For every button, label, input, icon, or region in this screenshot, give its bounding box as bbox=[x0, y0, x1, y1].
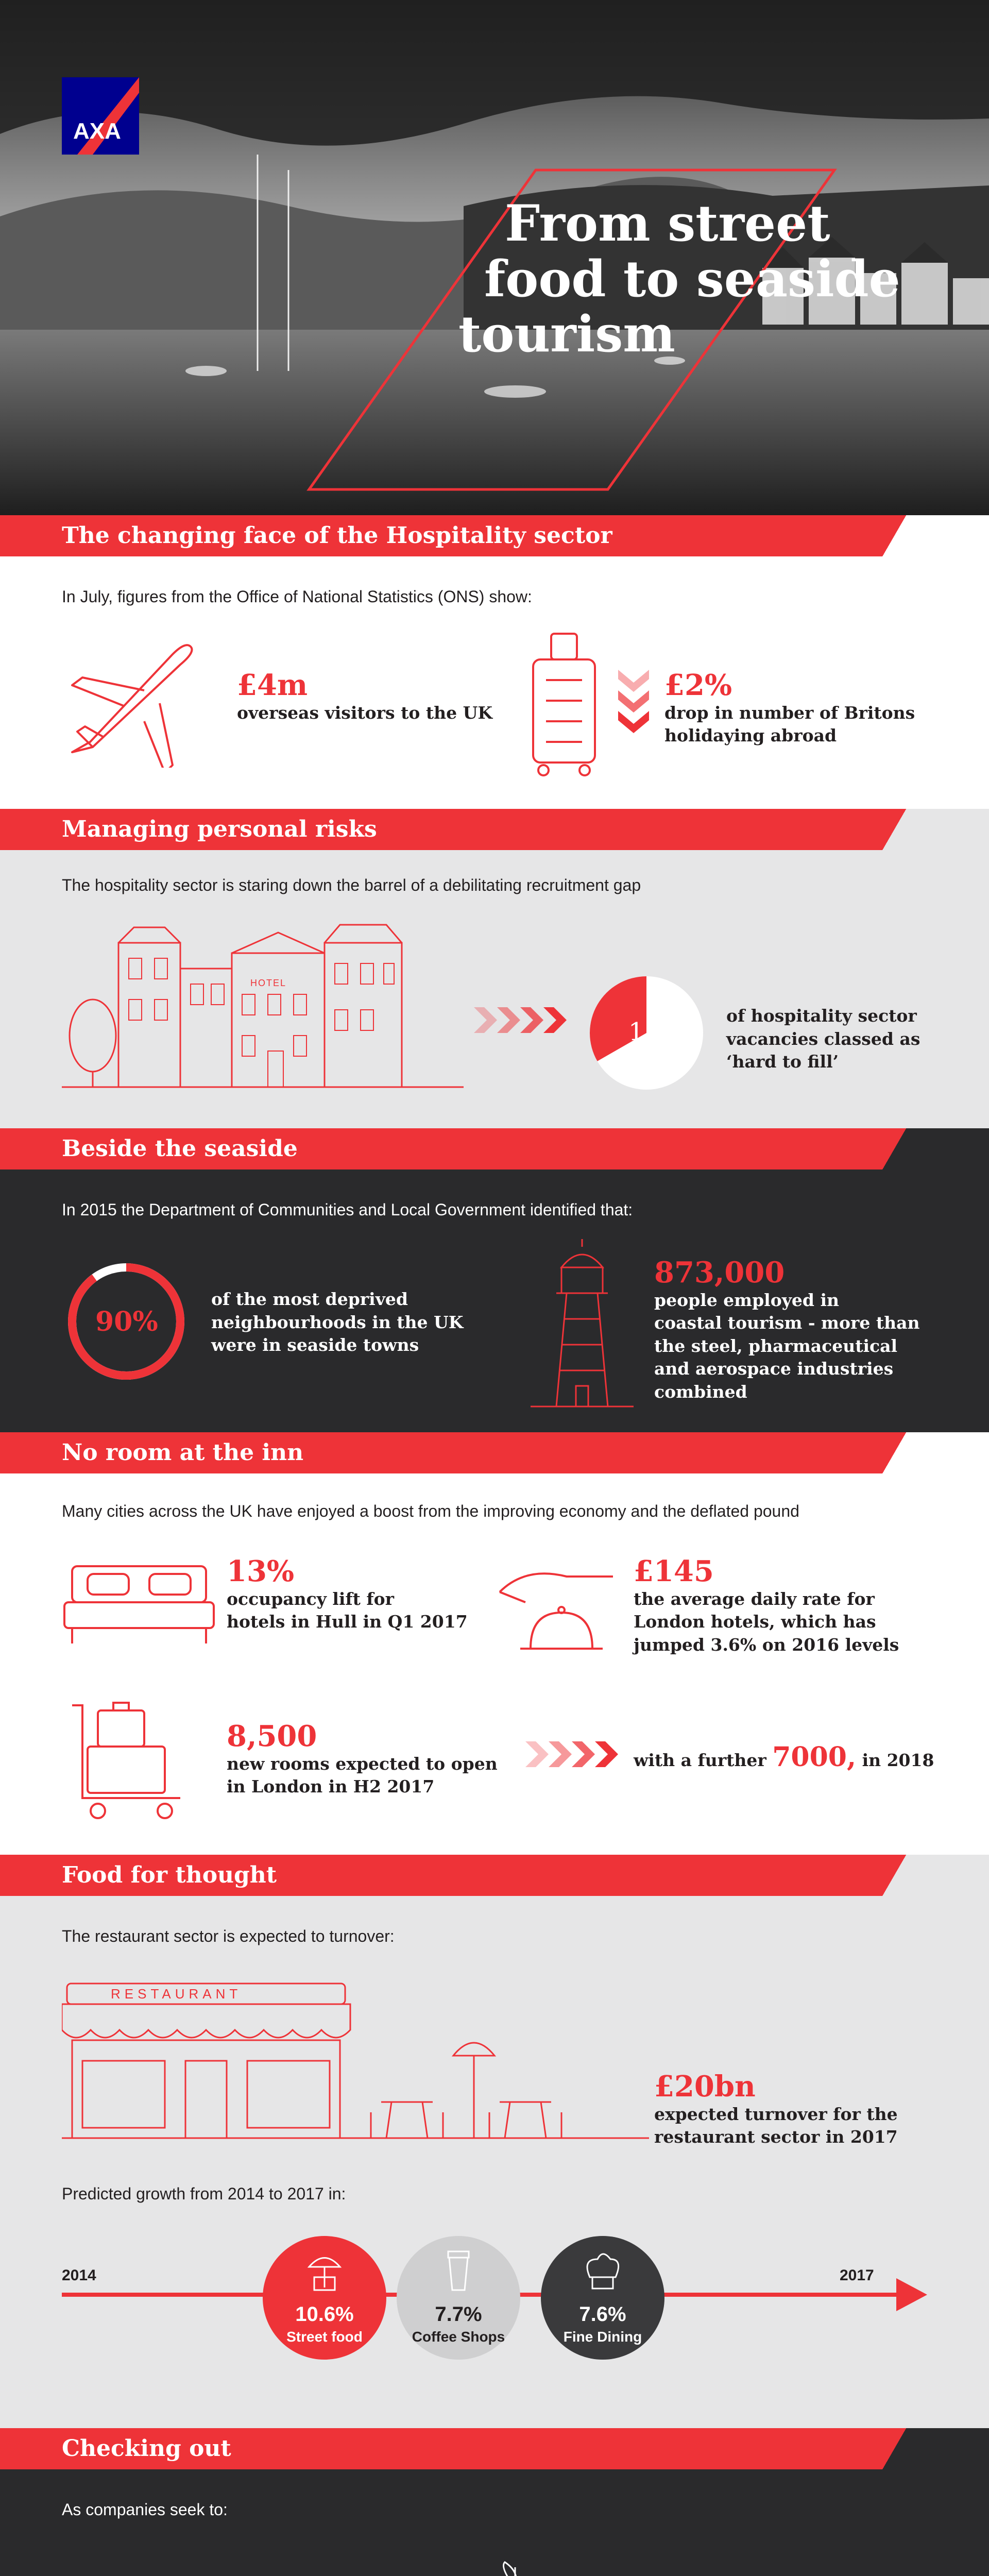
stat-desc-line: in London in H2 2017 bbox=[227, 1776, 435, 1797]
hero-title-line2: food to seaside bbox=[484, 249, 900, 308]
growth-value: 7.7% bbox=[435, 2303, 482, 2326]
hand-bell-icon bbox=[494, 1556, 618, 1659]
bed-icon bbox=[62, 1556, 216, 1649]
growing-plants-icon bbox=[77, 2557, 618, 2576]
turnover-value: £20bn bbox=[654, 2070, 756, 2104]
section-header bbox=[0, 1432, 989, 1473]
hotel-sign: HOTEL bbox=[250, 978, 287, 988]
stat-desc-line: the average daily rate for bbox=[634, 1588, 875, 1609]
section-intro: The hospitality sector is staring down the barrel of a debilitating recruitment gap bbox=[62, 876, 641, 894]
food-stall-icon bbox=[263, 2236, 386, 2303]
hero-title-line3: tourism bbox=[458, 305, 675, 364]
growth-intro: Predicted growth from 2014 to 2017 in: bbox=[62, 2184, 346, 2203]
section-intro: As companies seek to: bbox=[62, 2500, 228, 2519]
section-header bbox=[0, 809, 989, 850]
pie-desc-line: vacancies classed as bbox=[726, 1028, 920, 1049]
stat-value: £145 bbox=[634, 1554, 714, 1588]
growth-value: 10.6% bbox=[295, 2303, 354, 2326]
stat-value: 8,500 bbox=[227, 1719, 317, 1753]
section-title: Beside the seaside bbox=[62, 1136, 298, 1162]
stat-desc-line: coastal tourism - more than bbox=[654, 1313, 920, 1333]
section-hospitality bbox=[0, 515, 989, 809]
stat-value: 873,000 bbox=[654, 1256, 785, 1290]
section-intro: The restaurant sector is expected to turnover: bbox=[62, 1927, 395, 1945]
section-header bbox=[0, 515, 989, 556]
further-value: 7000, bbox=[772, 1741, 857, 1773]
hotel-street-icon bbox=[62, 912, 464, 1092]
growth-circle-fine-dining bbox=[541, 2236, 664, 2360]
section-seaside bbox=[0, 1128, 989, 1432]
turnover-desc-line: restaurant sector in 2017 bbox=[654, 2127, 898, 2147]
section-header bbox=[0, 2428, 989, 2469]
stat-desc: overseas visitors to the UK bbox=[237, 702, 493, 723]
year-end: 2017 bbox=[840, 2267, 874, 2284]
growth-label: Coffee Shops bbox=[412, 2329, 505, 2345]
section-title: The changing face of the Hospitality sector bbox=[62, 522, 612, 549]
section-title: No room at the inn bbox=[62, 1439, 304, 1466]
growth-label: Fine Dining bbox=[563, 2329, 642, 2345]
growth-value: 7.6% bbox=[579, 2303, 626, 2326]
pie-desc-line: ‘hard to fill’ bbox=[726, 1052, 839, 1072]
stat-desc-line: people employed in bbox=[654, 1290, 839, 1310]
suitcase-icon bbox=[525, 629, 603, 783]
stat-value: 13% bbox=[227, 1554, 295, 1588]
section-inn bbox=[0, 1432, 989, 1855]
restaurant-sign: RESTAURANT bbox=[111, 1986, 242, 2002]
stat-desc-line: jumped 3.6% on 2016 levels bbox=[634, 1634, 899, 1655]
coffee-cup-icon bbox=[397, 2236, 520, 2303]
section-title: Checking out bbox=[62, 2435, 231, 2462]
stat-value: £2% bbox=[664, 668, 732, 702]
stat-desc-line: holidaying abroad bbox=[664, 725, 837, 746]
section-food bbox=[0, 1855, 989, 2428]
growth-circle-coffee-shops bbox=[397, 2236, 520, 2360]
section-checkout bbox=[0, 2428, 989, 2576]
pie-label: 1/3 bbox=[628, 1018, 669, 1046]
section-risks bbox=[0, 809, 989, 1128]
further-prefix: with a further bbox=[634, 1750, 766, 1770]
hero-title bbox=[448, 196, 900, 362]
arrow-right-icon bbox=[896, 2278, 927, 2311]
airplane-icon bbox=[62, 644, 206, 768]
chef-hat-icon bbox=[541, 2236, 664, 2303]
stat-desc-line: hotels in Hull in Q1 2017 bbox=[227, 1612, 468, 1632]
year-start: 2014 bbox=[62, 2267, 96, 2284]
ring-desc-line: were in seaside towns bbox=[211, 1335, 419, 1355]
stat-desc-line: and aerospace industries bbox=[654, 1359, 894, 1379]
stat-desc-line: combined bbox=[654, 1381, 747, 1402]
ring-desc-line: neighbourhoods in the UK bbox=[211, 1312, 464, 1332]
stat-desc-line: London hotels, which has bbox=[634, 1612, 876, 1632]
growth-label: Street food bbox=[286, 2329, 363, 2345]
section-title: Food for thought bbox=[62, 1862, 277, 1888]
chevrons-icon bbox=[474, 1007, 572, 1033]
ring-label: 90% bbox=[95, 1306, 158, 1337]
pie-desc-line: of hospitality sector bbox=[726, 1006, 917, 1026]
section-title: Managing personal risks bbox=[62, 816, 377, 842]
hero-title-line1: From street bbox=[505, 194, 830, 252]
ring-desc-line: of the most deprived bbox=[211, 1289, 408, 1309]
section-intro: In July, figures from the Office of National Statistics (ONS) show: bbox=[62, 587, 532, 606]
stat-desc-line: the steel, pharmaceutical bbox=[654, 1335, 898, 1356]
section-header bbox=[0, 1855, 989, 1896]
stat-value: £4m bbox=[237, 668, 308, 702]
growth-circle-street-food bbox=[263, 2236, 386, 2360]
turnover-desc-line: expected turnover for the bbox=[654, 2104, 898, 2124]
hero bbox=[0, 0, 989, 515]
stat-desc-line: occupancy lift for bbox=[227, 1588, 394, 1609]
down-arrows-icon bbox=[618, 670, 649, 737]
lighthouse-icon bbox=[531, 1236, 634, 1422]
stat-desc-line: new rooms expected to open bbox=[227, 1753, 498, 1774]
chevrons-icon bbox=[525, 1741, 623, 1767]
luggage-trolley-icon bbox=[67, 1700, 201, 1829]
logo-text: AXA bbox=[73, 118, 121, 144]
section-header bbox=[0, 1128, 989, 1170]
further-suffix: in 2018 bbox=[862, 1750, 934, 1770]
stat-desc-line: drop in number of Britons bbox=[664, 702, 915, 723]
section-intro: Many cities across the UK have enjoyed a boost from the improving economy and the deflated pound bbox=[62, 1502, 799, 1520]
section-intro: In 2015 the Department of Communities and Local Government identified that: bbox=[62, 1200, 633, 1219]
